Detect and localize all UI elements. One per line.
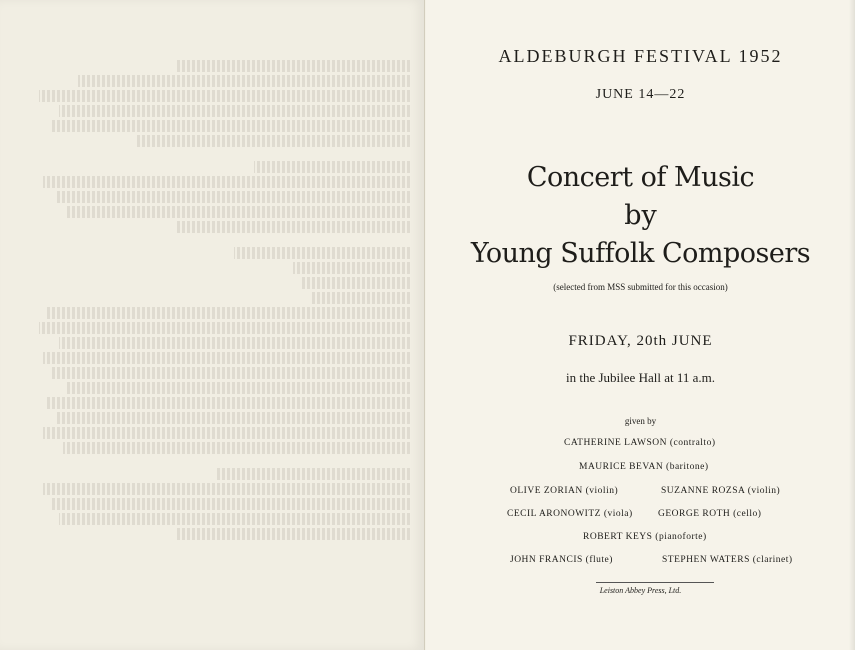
printer-credit: Leiston Abbey Press, Ltd. (599, 586, 682, 595)
concert-date: FRIDAY, 20th JUNE (568, 333, 713, 349)
performer-suzanne-rozsa: SUZANNE ROZSA (violin) (661, 486, 781, 496)
page-edge-shadow (849, 0, 855, 650)
performer-stephen-waters: STEPHEN WATERS (clarinet) (662, 555, 793, 565)
selection-note: (selected from MSS submitted for this occasion) (553, 282, 728, 292)
right-page (426, 0, 855, 650)
left-page (0, 0, 425, 650)
performer-john-francis: JOHN FRANCIS (flute) (510, 555, 613, 565)
performer-cecil-aronowitz: CECIL ARONOWITZ (viola) (507, 509, 633, 519)
festival-dates: JUNE 14—22 (595, 87, 686, 102)
concert-title-by: by (624, 200, 657, 231)
festival-title: ALDEBURGH FESTIVAL 1952 (498, 46, 783, 66)
performer-robert-keys: ROBERT KEYS (pianoforte) (583, 532, 707, 542)
performer-olive-zorian: OLIVE ZORIAN (violin) (510, 486, 619, 496)
performer-george-roth: GEORGE ROTH (cello) (658, 509, 762, 519)
performer-maurice-bevan: MAURICE BEVAN (baritone) (579, 462, 709, 472)
concert-venue: in the Jubilee Hall at 11 a.m. (566, 370, 715, 385)
concert-title-composers: Young Suffolk Composers (470, 238, 811, 269)
concert-title: Concert of Music (526, 162, 755, 193)
performer-catherine-lawson: CATHERINE LAWSON (contralto) (564, 438, 716, 448)
bleed-through-text (20, 60, 410, 600)
printer-rule (596, 582, 714, 583)
given-by-label: given by (624, 416, 657, 426)
